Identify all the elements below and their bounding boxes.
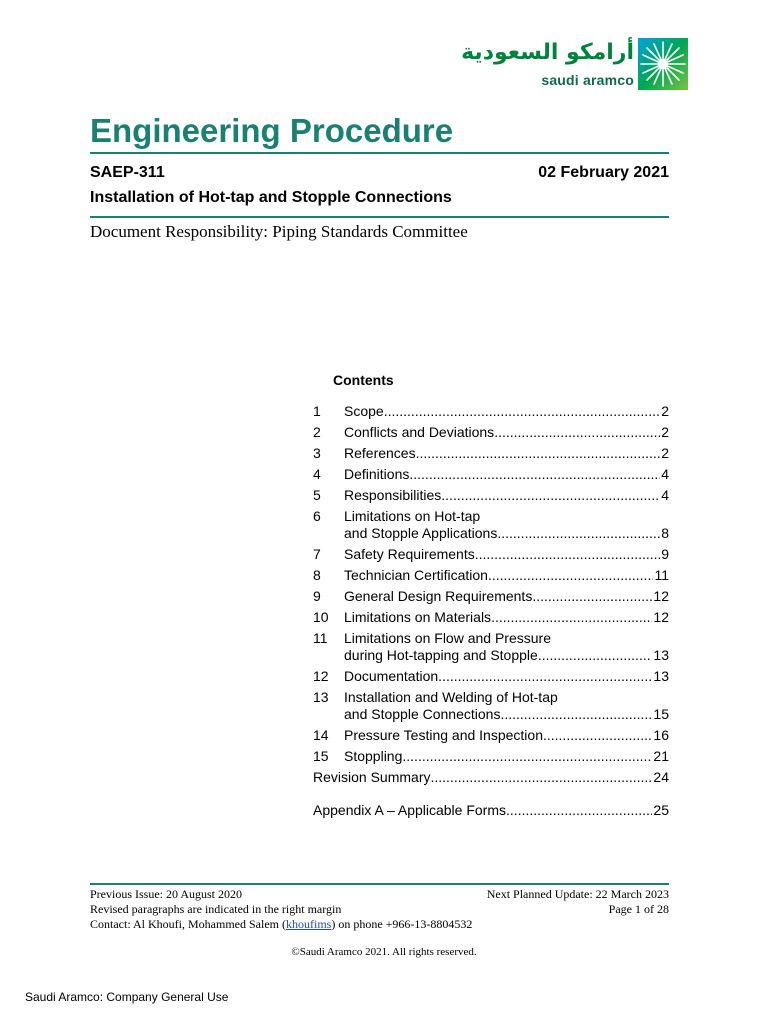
toc-entry-number: 5 [313, 487, 321, 503]
toc-entry-text [344, 466, 669, 483]
toc-entry-line [344, 525, 669, 542]
toc-entry-label: General Design Requirements [344, 588, 533, 604]
toc-dot-leader [538, 647, 653, 664]
toc-entry[interactable] [313, 628, 669, 666]
toc-entry-line [344, 706, 669, 723]
toc-entry-page: 2 [661, 403, 669, 419]
toc-entry[interactable] [313, 506, 669, 544]
toc-entry-number: 12 [313, 668, 329, 684]
contents-heading: Contents [333, 372, 394, 388]
toc-entry-text [344, 609, 669, 626]
toc-dot-leader [494, 424, 660, 441]
toc-entry[interactable] [313, 725, 669, 746]
toc-entry[interactable] [313, 767, 669, 788]
toc-entry-line [344, 630, 669, 647]
toc-entry-number: 2 [313, 424, 321, 440]
toc-entry-number: 4 [313, 466, 321, 482]
toc-entry[interactable] [313, 485, 669, 506]
toc-dot-leader [491, 609, 652, 626]
toc-entry-label: Conflicts and Deviations [344, 424, 495, 440]
toc-dot-leader [384, 403, 661, 420]
toc-entry-text [344, 668, 669, 685]
toc-entry-text [344, 424, 669, 441]
toc-entry-number: 6 [313, 508, 321, 524]
toc-entry-number: 11 [313, 630, 328, 646]
toc-entry-number: 3 [313, 445, 321, 461]
toc-entry-text [344, 403, 669, 420]
toc-entry[interactable] [313, 607, 669, 628]
toc-entry-number: 10 [313, 609, 329, 625]
toc-entry-number: 1 [313, 403, 321, 419]
contact-suffix: ) on phone +966-13-8804532 [331, 917, 473, 931]
toc-entry-line [313, 802, 669, 819]
toc-entry[interactable] [313, 565, 669, 586]
page-number: Page 1 of 28 [608, 902, 669, 916]
toc-entry-number: 7 [313, 546, 321, 562]
toc-dot-leader [430, 769, 652, 786]
toc-entry-label: during Hot-tapping and Stopple [344, 647, 538, 663]
toc-entry-line [344, 403, 669, 420]
next-planned-update: Next Planned Update: 22 March 2023 [486, 887, 669, 901]
toc-entry-number: 9 [313, 588, 321, 604]
toc-entry-page: 4 [661, 466, 669, 482]
toc-entry-line [344, 487, 669, 504]
toc-entry-line [344, 647, 669, 664]
toc-entry-page: 21 [653, 748, 669, 764]
toc-entry-line [344, 609, 669, 626]
toc-entry-line [344, 668, 669, 685]
toc-entry[interactable] [313, 443, 669, 464]
toc-entry-label: Installation and Welding of Hot-tap [344, 689, 558, 705]
toc-entry-label: and Stopple Connections [344, 706, 501, 722]
toc-entry-number: 13 [313, 689, 329, 705]
toc-entry-line [344, 424, 669, 441]
toc-entry-line [344, 588, 669, 605]
footer-divider [90, 883, 669, 885]
toc-entry-text [344, 748, 669, 765]
toc-entry-number: 8 [313, 567, 321, 583]
header-divider [90, 216, 669, 218]
copyright: ©Saudi Aramco 2021. All rights reserved. [291, 946, 477, 958]
toc-entry-text [344, 689, 669, 723]
logo-latin-text: saudi aramco [541, 72, 634, 88]
toc-dot-leader [409, 466, 660, 483]
toc-entry-text [344, 546, 669, 563]
contact-line [90, 917, 472, 932]
toc-entry[interactable] [313, 746, 669, 767]
toc-entry-line [344, 466, 669, 483]
document-responsibility: Document Responsibility: Piping Standards Committee [90, 222, 468, 241]
toc-entry-text [313, 769, 669, 786]
revised-note: Revised paragraphs are indicated in the right margin [90, 902, 342, 916]
page-title: Engineering Procedure [90, 112, 454, 149]
toc-entry-label: References [344, 445, 416, 461]
toc-dot-leader [416, 445, 661, 462]
toc-entry-text [313, 802, 669, 819]
toc-entry-line [344, 508, 669, 525]
toc-entry-label: Technician Certification [344, 567, 488, 583]
toc-entry-text [344, 445, 669, 462]
title-divider [90, 152, 669, 154]
toc-entry-line [344, 748, 669, 765]
toc-entry-page: 25 [653, 802, 669, 818]
contact-email-link[interactable]: khoufims [285, 917, 332, 931]
document-date: 02 February 2021 [538, 164, 669, 181]
toc-entry[interactable] [313, 666, 669, 687]
toc-entry-page: 13 [653, 647, 669, 663]
toc-entry-line [344, 689, 669, 706]
toc-entry-label: Scope [344, 403, 384, 419]
toc-dot-leader [506, 802, 652, 819]
toc-entry-label: Pressure Testing and Inspection [344, 727, 543, 743]
toc-entry-page: 12 [653, 588, 669, 604]
toc-entry-label: Limitations on Materials [344, 609, 492, 625]
toc-dot-leader [475, 546, 660, 563]
toc-entry-page: 4 [661, 487, 669, 503]
toc-entry-label: Definitions [344, 466, 410, 482]
toc-entry[interactable] [313, 687, 669, 725]
toc-dot-leader [438, 668, 652, 685]
toc-entry-page: 12 [653, 609, 669, 625]
toc-entry[interactable] [313, 544, 669, 565]
toc-entry-page: 16 [653, 727, 669, 743]
toc-entry-line [313, 769, 669, 786]
toc-entry-text [344, 487, 669, 504]
toc-dot-leader [497, 525, 660, 542]
toc-entry-line [344, 567, 669, 584]
toc-entry-page: 9 [661, 546, 669, 562]
table-of-contents [313, 401, 669, 821]
toc-entry-text [344, 508, 669, 542]
toc-dot-leader [500, 706, 652, 723]
toc-entry[interactable] [313, 422, 669, 443]
toc-entry-line [344, 727, 669, 744]
toc-entry-label: Safety Requirements [344, 546, 475, 562]
toc-entry[interactable] [313, 800, 669, 821]
toc-entry-label: Revision Summary [313, 769, 431, 785]
toc-entry-label: Limitations on Flow and Pressure [344, 630, 551, 646]
toc-entry[interactable] [313, 401, 669, 422]
toc-entry-line [344, 546, 669, 563]
toc-entry-number: 15 [313, 748, 329, 764]
toc-entry-page: 11 [654, 567, 669, 583]
toc-entry-page: 2 [661, 445, 669, 461]
toc-dot-leader [402, 748, 652, 765]
toc-entry-text [344, 588, 669, 605]
toc-entry-text [344, 567, 669, 584]
toc-spacer [313, 788, 669, 800]
contact-prefix: Contact: Al Khoufi, Mohammed Salem ( [90, 917, 286, 931]
toc-entry-text [344, 630, 669, 664]
toc-entry-page: 2 [661, 424, 669, 440]
toc-entry-text [344, 727, 669, 744]
toc-entry[interactable] [313, 586, 669, 607]
toc-entry-line [344, 445, 669, 462]
logo-arabic-text: أرامكو السعودية [461, 40, 634, 65]
toc-entry-label: Stoppling [344, 748, 403, 764]
toc-dot-leader [543, 727, 652, 744]
toc-entry[interactable] [313, 464, 669, 485]
toc-entry-page: 13 [653, 668, 669, 684]
toc-entry-number: 14 [313, 727, 329, 743]
toc-entry-page: 24 [653, 769, 669, 785]
document-title: Installation of Hot-tap and Stopple Connections [90, 189, 452, 206]
aramco-star-icon [638, 38, 688, 90]
toc-entry-label: and Stopple Applications [344, 525, 498, 541]
toc-entry-page: 15 [653, 706, 669, 722]
toc-dot-leader [532, 588, 652, 605]
classification-label: Saudi Aramco: Company General Use [25, 990, 229, 1004]
toc-dot-leader [488, 567, 653, 584]
toc-entry-label: Appendix A – Applicable Forms [313, 802, 507, 818]
saudi-aramco-logo [461, 38, 688, 96]
toc-entry-label: Responsibilities [344, 487, 442, 503]
toc-entry-page: 8 [661, 525, 669, 541]
document-id: SAEP-311 [90, 164, 165, 181]
toc-entry-label: Limitations on Hot-tap [344, 508, 481, 524]
previous-issue: Previous Issue: 20 August 2020 [90, 887, 243, 901]
toc-entry-label: Documentation [344, 668, 439, 684]
toc-dot-leader [441, 487, 660, 504]
